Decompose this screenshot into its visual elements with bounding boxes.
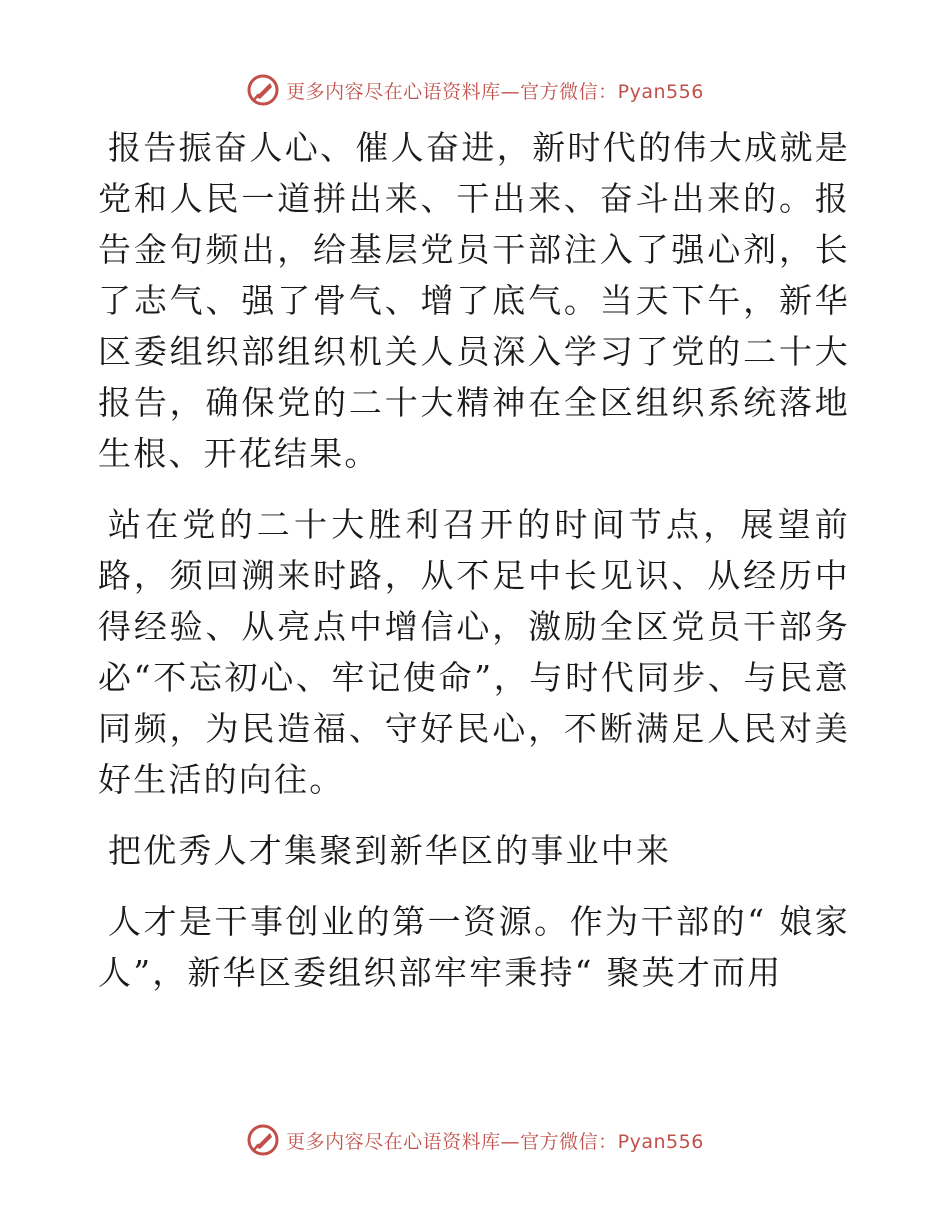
pen-nib-logo-icon: [246, 73, 280, 107]
section-heading: 把优秀人才集聚到新华区的事业中来: [108, 831, 672, 870]
watermark-text: 更多内容尽在心语资料库—官方微信：Pyan556: [286, 1130, 704, 1153]
header-watermark: [0, 70, 950, 110]
footer-watermark: [0, 1120, 950, 1160]
pen-nib-logo-icon: [246, 1123, 280, 1157]
document-body: [98, 122, 850, 998]
paragraph-2: 站在党的二十大胜利召开的时间节点，展望前路，须回溯来时路，从不足中长见识、从经历中得经验、从亮点中增信心，激励全区党员干部务必“不忘初心、牢记使命”，与时代同步、与民意同频，为民造福、守好民心，不断满足人民对美好生活的向往。: [98, 505, 850, 799]
watermark-text: 更多内容尽在心语资料库—官方微信：Pyan556: [286, 80, 704, 103]
paragraph-3: 人才是干事创业的第一资源。作为干部的“ 娘家人”，新华区委组织部牢牢秉持“ 聚英才而用: [98, 902, 850, 992]
paragraph-1: 报告振奋人心、催人奋进，新时代的伟大成就是党和人民一道拼出来、干出来、奋斗出来的。报告金句频出，给基层党员干部注入了强心剂，长了志气、强了骨气、增了底气。当天下午，新华区委组织部组织机关人员深入学习了党的二十大报告，确保党的二十大精神在全区组织系统落地生根、开花结果。: [98, 128, 850, 473]
